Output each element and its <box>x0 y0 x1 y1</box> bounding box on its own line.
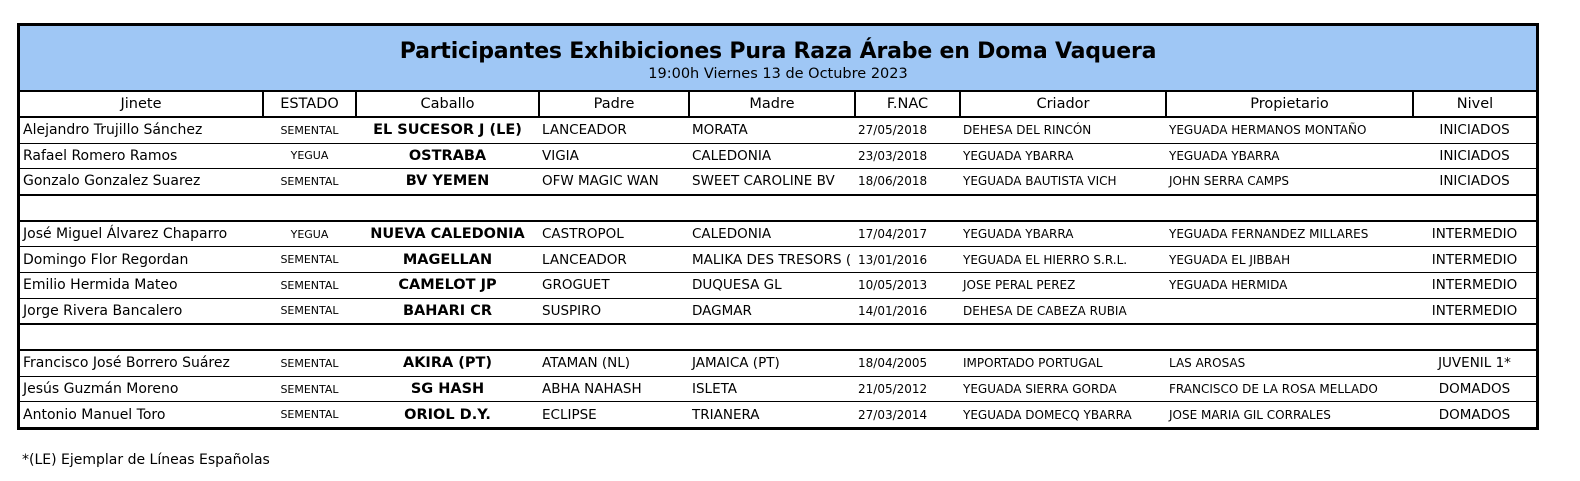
cell-estado: YEGUA <box>263 221 356 247</box>
participants-sheet <box>17 23 1539 430</box>
cell-nivel: INTERMEDIO <box>1413 221 1536 247</box>
cell-padre: GROGUET <box>539 272 689 298</box>
cell-fnac: 17/04/2017 <box>855 221 960 247</box>
table-row <box>20 247 1536 273</box>
cell-criador: JOSE PERAL PEREZ <box>960 272 1166 298</box>
group-separator-row <box>20 195 1536 221</box>
cell-estado: YEGUA <box>263 143 356 169</box>
participants-table <box>20 92 1536 427</box>
cell-jinete: José Miguel Álvarez Chaparro <box>20 221 263 247</box>
cell-padre: ECLIPSE <box>542 406 597 423</box>
table-row <box>20 272 1536 298</box>
cell-fnac: 21/05/2012 <box>855 376 960 402</box>
cell-propietario: YEGUADA YBARRA <box>1166 143 1413 169</box>
cell-fnac: 18/04/2005 <box>855 350 960 376</box>
cell-criador: YEGUADA BAUTISTA VICH <box>960 169 1166 195</box>
cell-propietario: JOSE MARIA GIL CORRALES <box>1169 407 1331 422</box>
cell-criador: YEGUADA YBARRA <box>960 143 1166 169</box>
table-row <box>20 376 1536 402</box>
cell-nivel: INTERMEDIO <box>1413 272 1536 298</box>
cell-propietario: JOHN SERRA CAMPS <box>1166 169 1413 195</box>
table-row <box>20 169 1536 195</box>
cell-estado: SEMENTAL <box>280 408 339 422</box>
cell-caballo: NUEVA CALEDONIA <box>356 221 539 247</box>
separator-cell <box>20 195 1536 221</box>
cell-fnac: 27/05/2018 <box>855 117 960 143</box>
cell-jinete: Domingo Flor Regordan <box>20 247 263 273</box>
cell-caballo: ORIOL D.Y. <box>404 406 491 423</box>
cell-caballo: CAMELOT JP <box>356 272 539 298</box>
cell-criador: YEGUADA SIERRA GORDA <box>960 376 1166 402</box>
table-row <box>20 350 1536 376</box>
cell-jinete: Gonzalo Gonzalez Suarez <box>20 169 263 195</box>
col-header-padre: Padre <box>539 92 689 117</box>
cell-fnac: 27/03/2014 <box>858 407 928 422</box>
cell-criador: YEGUADA YBARRA <box>960 221 1166 247</box>
title-banner <box>20 26 1536 92</box>
cell-propietario: YEGUADA FERNANDEZ MILLARES <box>1166 221 1413 247</box>
table-row <box>20 143 1536 169</box>
col-header-criador: Criador <box>960 92 1166 117</box>
header-row <box>20 92 1536 117</box>
col-header-jinete: Jinete <box>20 92 263 117</box>
cell-estado: SEMENTAL <box>263 350 356 376</box>
cell-madre: MORATA <box>689 117 855 143</box>
cell-criador: YEGUADA EL HIERRO S.R.L. <box>960 247 1166 273</box>
cell-fnac: 23/03/2018 <box>855 143 960 169</box>
cell-madre: JAMAICA (PT) <box>689 350 855 376</box>
sheet-title: Participantes Exhibiciones Pura Raza Árabe en Doma Vaquera <box>399 39 1157 64</box>
cell-madre: TRIANERA <box>692 406 760 423</box>
cell-nivel: INTERMEDIO <box>1413 247 1536 273</box>
cell-estado: SEMENTAL <box>263 272 356 298</box>
cell-padre: LANCEADOR <box>539 247 689 273</box>
cell-jinete: Jesús Guzmán Moreno <box>20 376 263 402</box>
table-row <box>20 298 1536 324</box>
sheet-subtitle: 19:00h Viernes 13 de Octubre 2023 <box>648 66 908 82</box>
cell-madre: CALEDONIA <box>689 143 855 169</box>
col-header-caballo: Caballo <box>356 92 539 117</box>
cell-caballo: EL SUCESOR J (LE) <box>356 117 539 143</box>
cell-nivel: INICIADOS <box>1413 169 1536 195</box>
cell-madre: DAGMAR <box>689 298 855 324</box>
cell-criador: IMPORTADO PORTUGAL <box>960 350 1166 376</box>
col-header-nivel: Nivel <box>1413 92 1536 117</box>
cell-jinete: Emilio Hermida Mateo <box>20 272 263 298</box>
cell-madre: DUQUESA GL <box>689 272 855 298</box>
cell-caballo: BV YEMEN <box>356 169 539 195</box>
cell-padre: OFW MAGIC WAN <box>539 169 689 195</box>
cell-nivel: INTERMEDIO <box>1413 298 1536 324</box>
table-row <box>20 402 1536 427</box>
cell-propietario: YEGUADA EL JIBBAH <box>1166 247 1413 273</box>
footnote: *(LE) Ejemplar de Líneas Españolas <box>22 452 270 468</box>
cell-estado: SEMENTAL <box>263 376 356 402</box>
cell-jinete: Alejandro Trujillo Sánchez <box>20 117 263 143</box>
cell-criador: YEGUADA DOMECQ YBARRA <box>963 407 1132 422</box>
group-separator-row <box>20 324 1536 350</box>
cell-propietario: YEGUADA HERMANOS MONTAÑO <box>1166 117 1413 143</box>
col-header-propietario: Propietario <box>1166 92 1413 117</box>
cell-padre: ATAMAN (NL) <box>539 350 689 376</box>
cell-estado: SEMENTAL <box>263 247 356 273</box>
cell-fnac: 18/06/2018 <box>855 169 960 195</box>
table-body <box>20 117 1536 427</box>
cell-jinete: Rafael Romero Ramos <box>20 143 263 169</box>
cell-fnac: 10/05/2013 <box>855 272 960 298</box>
cell-nivel: INICIADOS <box>1413 117 1536 143</box>
cell-estado: SEMENTAL <box>263 169 356 195</box>
cell-padre: SUSPIRO <box>539 298 689 324</box>
cell-nivel: JUVENIL 1* <box>1413 350 1536 376</box>
col-header-fnac: F.NAC <box>855 92 960 117</box>
cell-criador: DEHESA DEL RINCÓN <box>960 117 1166 143</box>
table-row <box>20 117 1536 143</box>
cell-propietario: LAS AROSAS <box>1166 350 1413 376</box>
cell-padre: CASTROPOL <box>539 221 689 247</box>
cell-propietario: YEGUADA HERMIDA <box>1166 272 1413 298</box>
cell-nivel: INICIADOS <box>1413 143 1536 169</box>
cell-estado: SEMENTAL <box>263 117 356 143</box>
cell-madre: MALIKA DES TRESORS ( <box>689 247 855 273</box>
cell-padre: LANCEADOR <box>539 117 689 143</box>
cell-fnac: 14/01/2016 <box>855 298 960 324</box>
cell-nivel: DOMADOS <box>1438 406 1511 423</box>
cell-padre: VIGIA <box>539 143 689 169</box>
cell-propietario: FRANCISCO DE LA ROSA MELLADO <box>1166 376 1413 402</box>
separator-cell <box>20 324 1536 350</box>
cell-fnac: 13/01/2016 <box>855 247 960 273</box>
cell-propietario <box>1166 298 1413 324</box>
cell-nivel: DOMADOS <box>1413 376 1536 402</box>
cell-jinete: Jorge Rivera Bancalero <box>20 298 263 324</box>
cell-caballo: OSTRABA <box>356 143 539 169</box>
cell-caballo: MAGELLAN <box>356 247 539 273</box>
cell-criador: DEHESA DE CABEZA RUBIA <box>960 298 1166 324</box>
col-header-estado: ESTADO <box>263 92 356 117</box>
cell-caballo: AKIRA (PT) <box>356 350 539 376</box>
cell-caballo: BAHARI CR <box>356 298 539 324</box>
col-header-madre: Madre <box>689 92 855 117</box>
cell-padre: ABHA NAHASH <box>539 376 689 402</box>
table-row <box>20 221 1536 247</box>
cell-caballo: SG HASH <box>356 376 539 402</box>
cell-jinete: Francisco José Borrero Suárez <box>20 350 263 376</box>
cell-jinete: Antonio Manuel Toro <box>23 406 166 423</box>
cell-madre: SWEET CAROLINE BV <box>689 169 855 195</box>
cell-madre: CALEDONIA <box>689 221 855 247</box>
cell-madre: ISLETA <box>689 376 855 402</box>
cell-estado: SEMENTAL <box>263 298 356 324</box>
